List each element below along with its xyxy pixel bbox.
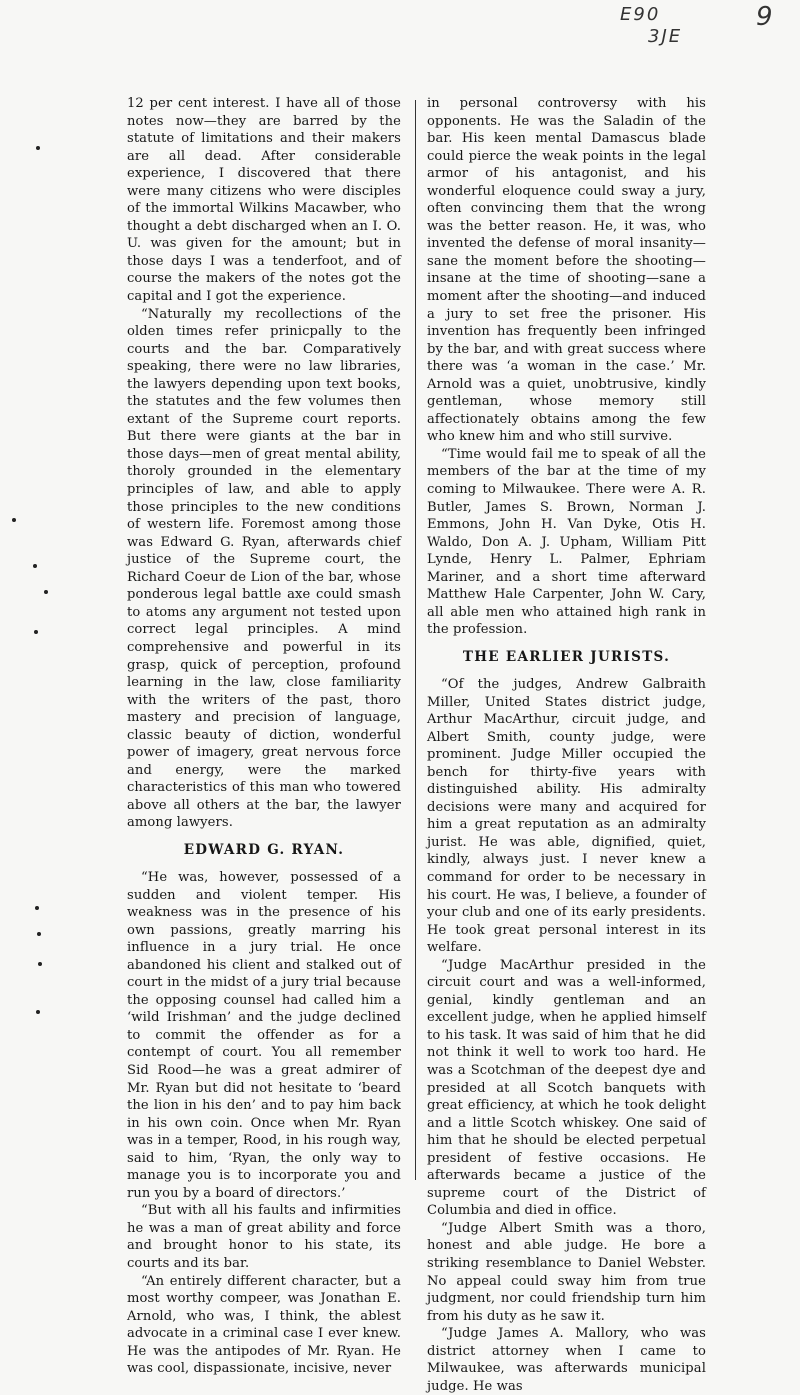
left-column <box>127 95 401 1378</box>
column-divider <box>415 100 416 1180</box>
handwritten-page-number: 9 <box>756 2 773 32</box>
paragraph: “Naturally my recollections of the olden times refer prinicpally to the courts and the bar. Comparatively speaking, there were no law libraries, the lawyers depending upon text books, the statutes and the few volumes then extant of the Supreme court reports. But there were giants at the bar in those days—men of great mental ability, thoroly grounded in the elementary principles of law, and able to apply those principles to the new conditions of western life. Foremost among those was Edward G. Ryan, afterwards chief justice of the Supreme court, the Richard Coeur de Lion of the bar, whose ponderous legal battle axe could smash to atoms any argument not tested upon correct legal principles. A mind comprehensive and powerful in its grasp, quick of perception, profound learning in the law, close familiarity with the writers of the past, thoro mastery and precision of language, classic beauty of diction, wonderful power of imagery, great nervous force and energy, were the marked characteristics of this man who towered above all others at the bar, the lawyer among lawyers. <box>127 306 401 831</box>
paragraph: “Judge MacArthur presided in the circuit court and was a well-informed, genial, kindly gentleman and an excellent judge, when he applied himself to his task. It was said of him that he did not think it well to work too hard. He was a Scotchman of the deepest dye and presided at all Scotch banquets with great efficiency, at which he took delight and a little Scotch whiskey. One said of him that he should be elected perpetual president of festive occasions. He afterwards became a justice of the supreme court of the District of Columbia and died in office. <box>427 957 706 1219</box>
paragraph: “Judge Albert Smith was a thoro, honest and able judge. He bore a striking resemblance to Daniel Webster. No appeal could sway him from true judgment, nor could friendship turn him from his duty as he saw it. <box>427 1220 706 1324</box>
paragraph: 12 per cent interest. I have all of those notes now—they are barred by the statute of limitations and their makers are all dead. After considerable experience, I discovered that there were many citizens who were disciples of the immortal Wilkins Macawber, who thought a debt discharged when an I. O. U. was given for the amount; but in those days I was a tenderfoot, and of course the makers of the notes got the capital and I got the experience. <box>127 96 401 305</box>
paragraph: “He was, however, possessed of a sudden and violent temper. His weakness was in the presence of his own passions, greatly marring his influence in a jury trial. He once abandoned his client and stalked out of court in the midst of a jury trial because the opposing counsel had called him a ‘wild Irishman’ and the judge declined to commit the offender as for a contempt of court. You all remember Sid Rood—he was a great admirer of Mr. Ryan but did not hesitate to ‘beard the lion in his den’ and to pay him back in his own coin. Once when Mr. Ryan was in a temper, Rood, in his rough way, said to him, ‘Ryan, the only way to manage you is to incorporate you and run you by a board of directors.’ <box>127 869 401 1201</box>
scan-mark <box>35 906 39 910</box>
scan-mark <box>36 146 40 150</box>
paragraph: “An entirely different character, but a most worthy compeer, was Jonathan E. Arnold, who was, I think, the ablest advocate in a criminal case I ever knew. He was the antipodes of Mr. Ryan. He was cool, dispassionate, incisive, never <box>127 1273 401 1377</box>
handwritten-ref-top: E90 <box>620 4 661 25</box>
paragraph: “Judge James A. Mallory, who was district attorney when I came to Milwaukee, was afterwards municipal judge. He was <box>427 1326 706 1394</box>
section-heading-ryan: EDWARD G. RYAN. <box>183 841 345 858</box>
scan-mark <box>33 564 37 568</box>
scan-mark <box>12 518 16 522</box>
scan-mark <box>36 1010 40 1014</box>
scan-mark <box>34 630 38 634</box>
handwritten-ref-bottom: 3JE <box>648 26 683 47</box>
paragraph: in personal controversy with his opponents. He was the Saladin of the bar. His keen mental Damascus blade could pierce the weak points in the legal armor of his antagonist, and his wonderful eloquence could sway a jury, often convincing them that the wrong was the better reason. He, it was, who invented the defense of moral insanity—sane the moment before the shooting—insane at the time of shooting—sane a moment after the shooting—and induced a jury to set free the prisoner. His invention has frequently been infringed by the bar, and with great success where there was ‘a woman in the case.’ Mr. Arnold was a quiet, unobtrusive, kindly gentleman, whose memory still affectionately obtains among the few who knew him and who still survive. <box>427 96 706 445</box>
scan-mark <box>38 962 42 966</box>
scan-mark <box>44 590 48 594</box>
paragraph: “Of the judges, Andrew Galbraith Miller, United States district judge, Arthur MacArthur, circuit judge, and Albert Smith, county judge, were prominent. Judge Miller occupied the bench for thirty-five years with distinguished ability. His admiralty decisions were many and acquired for him a great reputation as an admiralty jurist. He was able, dignified, quiet, kindly, always just. I never knew a command for order to be necessary in his court. He was, I believe, a founder of your club and one of its early presidents. He took great personal interest in its welfare. <box>427 676 706 956</box>
paragraph: “Time would fail me to speak of all the members of the bar at the time of my coming to Milwaukee. There were A. R. Butler, James S. Brown, Norman J. Emmons, John H. Van Dyke, Otis H. Waldo, Don A. J. Upham, William Pitt Lynde, Henry L. Palmer, Ephriam Mariner, and a short time afterward Matthew Hale Carpenter, John W. Cary, all able men who attained high rank in the profession. <box>427 446 706 638</box>
paragraph: “But with all his faults and infirmities he was a man of great ability and force and brought honor to his state, its courts and its bar. <box>127 1203 401 1271</box>
right-column <box>427 95 706 1395</box>
section-heading-jurists: THE EARLIER JURISTS. <box>462 648 671 665</box>
scan-mark <box>37 932 41 936</box>
